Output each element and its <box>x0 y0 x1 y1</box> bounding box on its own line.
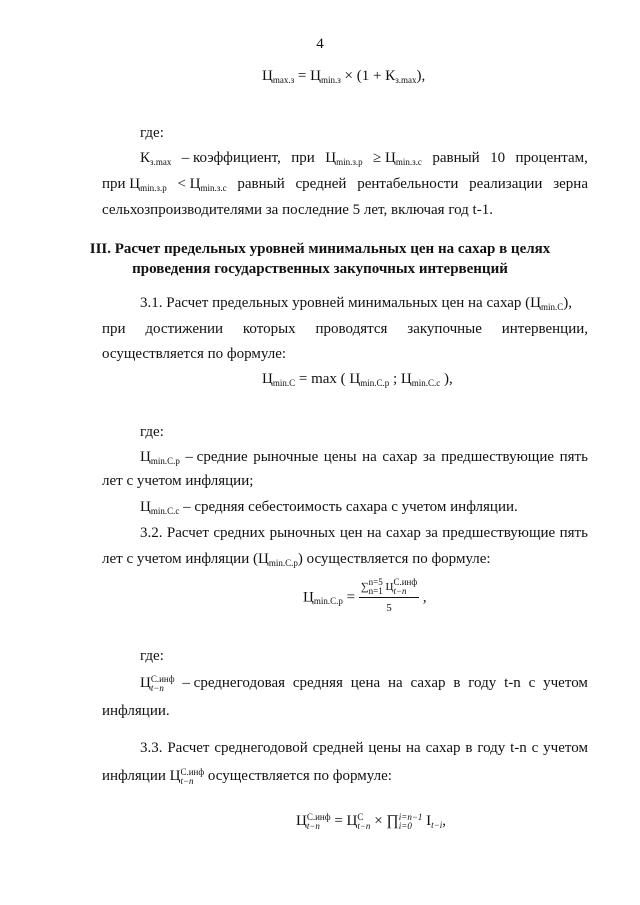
paragraph-3-1-line3: осуществляется по формуле: <box>102 346 287 362</box>
paragraph-3-1-line2: при достижении которых проводятся закупочные интервенции, <box>102 321 588 337</box>
paragraph-3-3-line1: 3.3. Расчет среднегодовой средней цены на сахар в году t-n с учетом <box>140 740 588 756</box>
paragraph-3-2-line2: лет с учетом инфляции $(Ц_{min.С.р})$ осуществляется по формуле: <box>102 551 491 568</box>
paragraph-3-2-line1: 3.2. Расчет средних рыночных цен на сахар за предшествующие пять <box>140 525 588 541</box>
page-number: 4 <box>316 36 324 52</box>
section-heading-line2: проведения государственных закупочных интервенций <box>132 261 508 277</box>
definition-cost-price: $Ц_{min.С.с}$ – средняя себестоимость сахара с учетом инфляции. <box>140 499 518 516</box>
paragraph-3-3-line2: инфляции Ц С.инф t−n осуществляется по формуле: <box>102 766 392 786</box>
definition-annual-price-line1: Ц С.инф t−n – среднегодовая средняя цена на сахар в году t-n с учетом <box>140 673 588 693</box>
coefficient-definition-line3: сельхозпроизводителями за последние 5 лет, включая год t-1. <box>102 202 493 218</box>
formula-max-price: $Ц_{max.з} = Ц_{min.з} \times (1 + К_{з.max})$, <box>262 68 426 85</box>
definition-annual-price-line2: инфляции. <box>102 703 170 719</box>
formula-annual-price: Ц С.инф t−n = Ц С t−n × ∏ i=n−1 i=0 $I_{t-i}$, <box>296 811 446 831</box>
where-label: где: <box>140 125 164 141</box>
where-label: где: <box>140 424 164 440</box>
definition-market-price-line2: лет с учетом инфляции; <box>102 473 254 489</box>
where-label: где: <box>140 648 164 664</box>
section-heading-line1: III. Расчет предельных уровней минимальных цен на сахар в целях <box>89 241 551 257</box>
formula-min-price: $Ц_{min.С} = \max$ ( $Ц_{min.С.р}$ ; $Ц_{min.С.с}$ ), <box>262 371 453 388</box>
formula-average-market-price: $Ц_{min.С.р}$ = ∑ n=5 n=1 Ц С.инф t−n 5 , <box>303 577 427 615</box>
coefficient-definition-line2: при $Ц_{min.з.р}$ < $Ц_{min.з.с}$ равный средней рентабельности реализации зерна <box>102 176 588 193</box>
paragraph-3-1-line1: 3.1. Расчет предельных уровней минимальных цен на сахар $(Ц_{min.С})$, <box>140 295 573 312</box>
definition-market-price-line1: $Ц_{min.С.р}$ – средние рыночные цены на сахар за предшествующие пять <box>140 449 588 466</box>
coefficient-definition-line1: $К_{з.max}$ – коэффициент, при $Ц_{min.з.р}$ ≥ $Ц_{min.з.с}$ равный 10 процентам, <box>140 150 588 167</box>
